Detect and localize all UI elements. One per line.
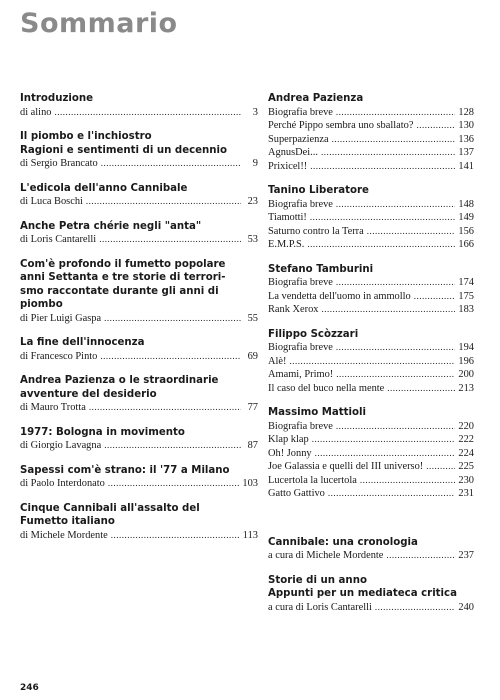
toc-entry-title: Klap klap: [268, 434, 309, 445]
toc-entry-page-number: 148: [458, 198, 474, 210]
toc-section-heading: Appunti per un mediateca critica: [268, 588, 457, 599]
toc-entry-page-number: 200: [458, 369, 474, 380]
toc-entry-title: Gatto Gattivo: [268, 488, 325, 499]
dot-leader: [375, 601, 456, 615]
dot-leader: [312, 433, 456, 447]
toc-section: [20, 426, 258, 453]
dot-leader: [89, 401, 241, 415]
toc-entry[interactable]: [268, 198, 474, 212]
toc-entry-title: AgnusDei...: [268, 147, 318, 158]
toc-section: [268, 406, 474, 501]
toc-entry-page-number: 77: [247, 402, 258, 413]
toc-section: [20, 336, 258, 363]
toc-section: [20, 130, 258, 171]
toc-entry-page-number: 103: [242, 478, 258, 489]
toc-section: [268, 536, 474, 563]
toc-entry-title: Biografia breve: [268, 106, 333, 118]
toc-entry-page-number: 55: [247, 312, 258, 324]
dot-leader: [104, 439, 241, 453]
toc-entry-page-number: 174: [458, 277, 474, 288]
page-number: 246: [20, 683, 39, 693]
toc-entry-page-number: 156: [458, 225, 474, 237]
toc-section-heading: L'edicola dell'anno Cannibale: [20, 182, 188, 194]
toc-section: [20, 182, 258, 209]
toc-entry[interactable]: [268, 303, 474, 317]
toc-entry-page-number: 194: [458, 342, 474, 353]
toc-entry-page-number: 69: [247, 350, 258, 362]
page-title: Sommario: [20, 8, 178, 39]
toc-entry-page-number: 53: [247, 234, 258, 245]
dot-leader: [387, 382, 455, 396]
toc-entry-title: di Michele Mordente: [20, 529, 108, 541]
toc-section-heading: Cannibale: una cronologia: [268, 536, 418, 548]
dot-leader: [336, 276, 455, 290]
toc-entry-page-number: 237: [458, 550, 474, 561]
dot-leader: [111, 529, 240, 543]
toc-entry[interactable]: [268, 355, 474, 369]
toc-section-heading: smo raccontate durante gli anni di: [20, 285, 219, 297]
toc-entry-page-number: 196: [458, 355, 474, 367]
toc-entry[interactable]: [20, 350, 258, 364]
dot-leader: [332, 133, 456, 147]
toc-section-heading: Tanino Liberatore: [268, 185, 369, 196]
toc-entry-title: di Mauro Trotta: [20, 402, 86, 413]
toc-section-heading: Andrea Pazienza: [268, 93, 364, 104]
toc-section: [268, 263, 474, 317]
dot-leader: [310, 160, 455, 174]
toc-entry[interactable]: [20, 312, 258, 326]
toc-entry-page-number: 136: [458, 133, 474, 145]
toc-entry-page-number: 130: [458, 120, 474, 131]
toc-section-heading: avventure del desiderio: [20, 388, 157, 400]
toc-entry[interactable]: [268, 368, 474, 382]
toc-entry-title: di Loris Cantarelli: [20, 234, 97, 245]
dot-leader: [108, 477, 240, 491]
toc-entry-title: E.M.P.S.: [268, 239, 305, 250]
toc-entry[interactable]: [268, 420, 474, 434]
toc-section-heading: Il piombo e l'inchiostro: [20, 131, 152, 142]
toc-entry[interactable]: [268, 225, 474, 239]
toc-entry[interactable]: [268, 460, 474, 474]
toc-entry-title: Joe Galassia e quelli del III universo!: [268, 461, 424, 472]
toc-entry[interactable]: [268, 119, 474, 133]
toc-entry-page-number: 128: [458, 106, 474, 118]
toc-entry[interactable]: [268, 382, 474, 396]
toc-section: [20, 220, 258, 247]
toc-entry[interactable]: [20, 157, 258, 171]
toc-entry[interactable]: [268, 290, 474, 304]
dot-leader: [416, 119, 455, 133]
toc-entry[interactable]: [268, 447, 474, 461]
toc-section-heading: piombo: [20, 299, 63, 310]
toc-entry-title: di Giorgio Lavagna: [20, 440, 102, 451]
toc-entry[interactable]: [268, 160, 474, 174]
toc-entry-page-number: 224: [458, 447, 474, 459]
toc-entry-page-number: 175: [458, 290, 474, 302]
dot-leader: [360, 474, 456, 488]
toc-entry-page-number: 137: [458, 147, 474, 158]
toc-entry-page-number: 183: [458, 304, 474, 315]
toc-entry-page-number: 220: [458, 420, 474, 432]
toc-section-heading: Sapessi com'è strano: il '77 a Milano: [20, 464, 230, 476]
toc-entry[interactable]: [268, 211, 474, 225]
toc-entry[interactable]: [268, 601, 474, 615]
toc-entry-page-number: 87: [247, 440, 258, 451]
toc-section-heading: Cinque Cannibali all'assalto del: [20, 502, 200, 514]
toc-entry[interactable]: [268, 487, 474, 501]
toc-entry-title: Superpazienza: [268, 133, 329, 145]
toc-section-heading: Filippo Scòzzari: [268, 328, 359, 340]
toc-entry-title: a cura di Loris Cantarelli: [268, 601, 372, 613]
toc-entry-title: a cura di Michele Mordente: [268, 550, 384, 561]
dot-leader: [328, 487, 456, 501]
toc-entry[interactable]: [268, 276, 474, 290]
toc-entry-title: Tiamotti!: [268, 212, 307, 223]
toc-entry-title: Biografia breve: [268, 342, 333, 353]
toc-section-heading: Andrea Pazienza o le straordinarie: [20, 375, 219, 386]
toc-entry-page-number: 213: [458, 382, 474, 394]
dot-leader: [54, 106, 241, 120]
toc-entry[interactable]: [20, 195, 258, 209]
toc-entry-title: Biografia breve: [268, 198, 333, 210]
dot-leader: [100, 350, 241, 364]
toc-entry[interactable]: [268, 474, 474, 488]
toc-section-heading: anni Settanta e tre storie di terrori-: [20, 272, 226, 283]
toc-entry-title: di Luca Boschi: [20, 196, 83, 207]
dot-leader: [307, 238, 455, 252]
dot-leader: [321, 146, 455, 160]
dot-leader: [336, 106, 455, 120]
toc-section-heading: Stefano Tamburini: [268, 263, 374, 275]
dot-leader: [386, 549, 455, 563]
toc-entry-page-number: 231: [458, 488, 474, 499]
toc-section-heading: Com'è profondo il fumetto popolare: [20, 258, 226, 270]
toc-entry-page-number: 230: [458, 474, 474, 486]
toc-entry-title: Perché Pippo sembra uno sballato?: [268, 120, 414, 131]
toc-entry-page-number: 166: [458, 239, 474, 250]
toc-section: [268, 184, 474, 252]
toc-entry[interactable]: [268, 238, 474, 252]
dot-leader: [367, 225, 456, 239]
toc-section-heading: 1977: Bologna in movimento: [20, 426, 185, 438]
toc-entry[interactable]: [20, 477, 258, 491]
toc-entry-title: di alino: [20, 106, 52, 118]
toc-section-heading: Introduzione: [20, 93, 94, 104]
toc-left-column: [20, 92, 258, 553]
toc-entry[interactable]: [20, 401, 258, 415]
toc-entry[interactable]: [268, 341, 474, 355]
section-spacer: [268, 512, 474, 536]
toc-section-heading: Storie di un anno: [268, 574, 367, 586]
toc-entry-title: di Pier Luigi Gaspa: [20, 312, 102, 324]
toc-entry[interactable]: [20, 529, 258, 543]
toc-entry-title: di Francesco Pinto: [20, 350, 98, 362]
toc-entry[interactable]: [20, 233, 258, 247]
toc-section-heading: Ragioni e sentimenti di un decennio: [20, 144, 228, 156]
toc-entry-title: Alè!: [268, 355, 287, 367]
toc-entry-page-number: 225: [458, 461, 474, 472]
dot-leader: [310, 211, 456, 225]
toc-entry[interactable]: [268, 146, 474, 160]
toc-entry-page-number: 222: [458, 434, 474, 445]
dot-leader: [426, 460, 455, 474]
toc-entry-title: Prixicel!!: [268, 160, 308, 172]
toc-entry-page-number: 113: [242, 529, 258, 541]
toc-section: [20, 502, 258, 543]
toc-entry-title: Biografia breve: [268, 277, 333, 288]
toc-entry-page-number: 3: [252, 106, 258, 118]
toc-section: [20, 258, 258, 326]
dot-leader: [99, 233, 241, 247]
toc-entry-title: Biografia breve: [268, 420, 333, 432]
toc-entry-page-number: 9: [252, 158, 258, 169]
toc-section: [268, 328, 474, 396]
dot-leader: [315, 447, 456, 461]
toc-entry[interactable]: [268, 106, 474, 120]
toc-entry[interactable]: [20, 439, 258, 453]
toc-entry-title: Saturno contro la Terra: [268, 225, 364, 237]
toc-entry-title: Rank Xerox: [268, 304, 319, 315]
dot-leader: [322, 303, 456, 317]
toc-entry-title: Amami, Primo!: [268, 369, 334, 380]
toc-entry[interactable]: [268, 549, 474, 563]
dot-leader: [336, 368, 455, 382]
toc-section: [20, 92, 258, 119]
toc-section-heading: Fumetto italiano: [20, 516, 115, 527]
dot-leader: [336, 420, 455, 434]
dot-leader: [414, 290, 456, 304]
toc-section: [268, 92, 474, 173]
dot-leader: [104, 312, 241, 326]
toc-section-heading: Anche Petra chérie negli "anta": [20, 220, 202, 232]
toc-section-heading: La fine dell'innocenza: [20, 337, 145, 348]
toc-entry[interactable]: [20, 106, 258, 120]
toc-section: [20, 374, 258, 415]
toc-entry-title: di Paolo Interdonato: [20, 478, 105, 489]
dot-leader: [336, 198, 455, 212]
toc-section: [268, 574, 474, 615]
toc-entry-title: Il caso del buco nella mente: [268, 382, 385, 394]
toc-section-heading: Massimo Mattioli: [268, 407, 367, 418]
toc-entry-page-number: 149: [458, 212, 474, 223]
toc-entry[interactable]: [268, 133, 474, 147]
dot-leader: [101, 157, 241, 171]
toc-entry-title: Lucertola la lucertola: [268, 474, 357, 486]
toc-entry-title: La vendetta dell'uomo in ammollo: [268, 290, 411, 302]
toc-entry-title: di Sergio Brancato: [20, 158, 98, 169]
dot-leader: [289, 355, 455, 369]
dot-leader: [336, 341, 455, 355]
toc-entry[interactable]: [268, 433, 474, 447]
dot-leader: [86, 195, 241, 209]
toc-section: [20, 464, 258, 491]
toc-entry-page-number: 141: [458, 160, 474, 172]
toc-right-column: [268, 92, 474, 625]
toc-entry-page-number: 23: [247, 196, 258, 207]
toc-entry-page-number: 240: [458, 601, 474, 613]
toc-entry-title: Oh! Jonny: [268, 447, 312, 459]
